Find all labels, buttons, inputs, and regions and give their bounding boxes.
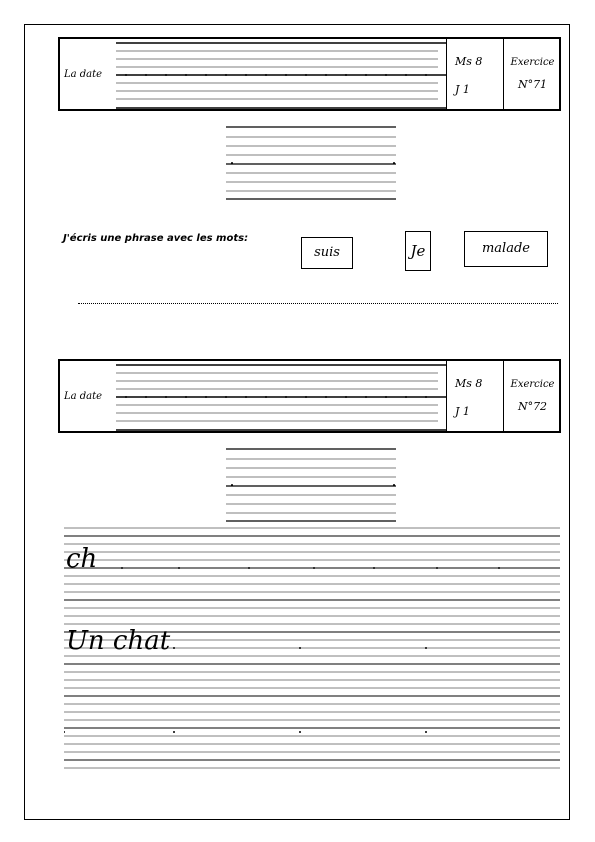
date-writing-lines (116, 361, 446, 431)
ms-cell (446, 359, 504, 433)
model-word-ch: ch (66, 544, 98, 574)
guide-dot (436, 567, 438, 569)
exercise-header-71 (58, 37, 561, 111)
word-box-malade: malade (464, 231, 548, 267)
guide-dot (373, 567, 375, 569)
word-box-suis: suis (301, 237, 353, 269)
date-label: La date (64, 391, 103, 402)
guide-dot (425, 647, 427, 649)
mini-ruled-block (226, 124, 396, 200)
model-word-un-chat: Un chat (66, 626, 171, 656)
mini-ruled-block (226, 446, 396, 522)
exercise-cell (504, 37, 561, 111)
exercise-number: N°71 (517, 78, 548, 91)
exercise-label: Exercice (510, 57, 555, 68)
guide-dot (425, 731, 427, 733)
guide-dot (64, 731, 65, 733)
date-label: La date (64, 69, 103, 80)
guide-dot (173, 731, 175, 733)
exercise-cell (504, 359, 561, 433)
j-label: J 1 (455, 405, 470, 418)
j-label: J 1 (455, 83, 470, 96)
guide-dot (173, 647, 175, 649)
answer-dotted-line (78, 303, 558, 304)
ms-label: Ms 8 (455, 377, 483, 390)
exercise-number: N°72 (517, 400, 548, 413)
guide-dot (313, 567, 315, 569)
guide-dot (299, 647, 301, 649)
guide-dot (498, 567, 500, 569)
guide-dot (299, 731, 301, 733)
date-writing-lines (116, 39, 446, 109)
ms-cell (446, 37, 504, 111)
task-prompt: J'écris une phrase avec les mots: (63, 233, 249, 244)
exercise-label: Exercice (510, 379, 555, 390)
word-box-je: Je (405, 231, 431, 271)
exercise-header-72 (58, 359, 561, 433)
guide-dot (121, 567, 123, 569)
guide-dot (178, 567, 180, 569)
guide-dot (248, 567, 250, 569)
ms-label: Ms 8 (455, 55, 483, 68)
